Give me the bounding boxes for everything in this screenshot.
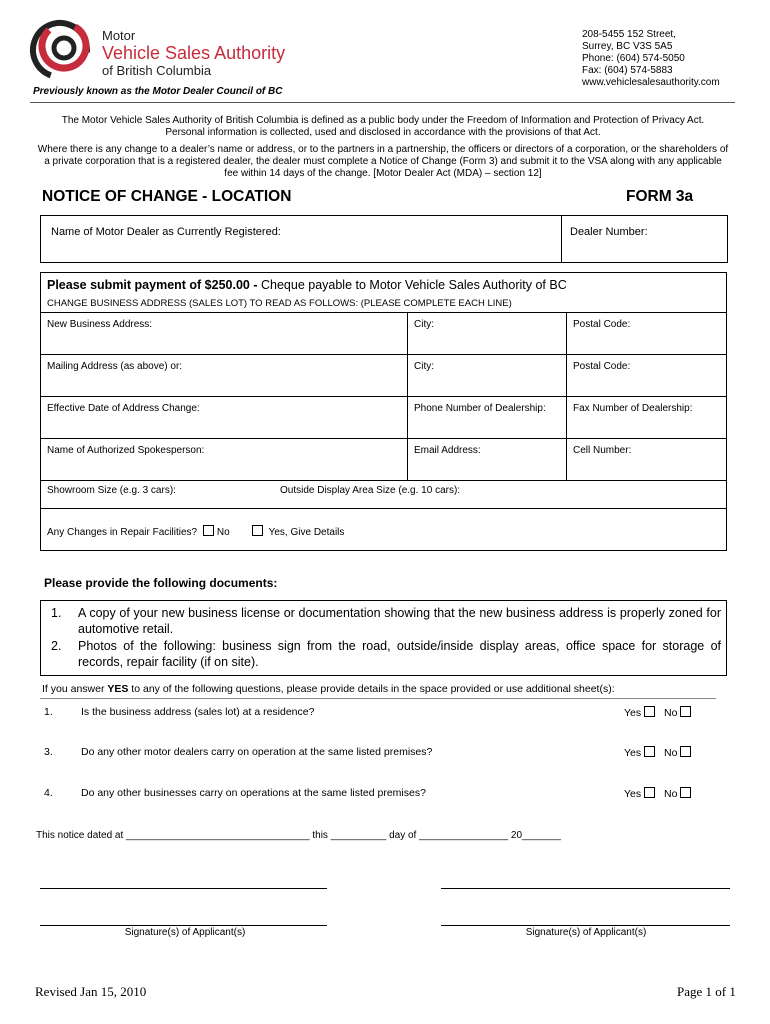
postal1-field[interactable] — [567, 313, 727, 355]
page-number: Page 1 of 1 — [677, 984, 736, 999]
effective-date-label: Effective Date of Address Change: — [47, 403, 200, 414]
no-checkbox[interactable] — [680, 746, 691, 757]
address-phone: Phone: (604) 574-5050 — [582, 53, 685, 64]
document-text: Photos of the following: business sign from the road, outside/inside display areas, office space for storage of records, repair facility (if on site). — [78, 639, 721, 669]
repair-no-checkbox[interactable] — [203, 525, 214, 536]
previously-known: Previously known as the Motor Dealer Council of BC — [33, 86, 283, 97]
repair-no-label: No — [216, 527, 230, 538]
yes-no-options — [624, 787, 694, 800]
no-checkbox[interactable] — [680, 706, 691, 717]
change-line-1: Where there is any change to a dealer’s name or address, or to the partners in a partnership, the officers or directors of a corporation, or the shareholders of — [37, 144, 729, 155]
intro-post: to any of the following questions, please provide details in the space provided or use additional sheet(s): — [128, 683, 615, 695]
document-item — [51, 638, 721, 670]
intro-yes: YES — [107, 683, 129, 695]
new-address-label: New Business Address: — [47, 319, 153, 330]
effective-date-field[interactable] — [41, 397, 408, 439]
dealer-number-label: Dealer Number: — [570, 226, 648, 238]
signature-line-left-2[interactable] — [40, 925, 327, 926]
yes-checkbox[interactable] — [644, 706, 655, 717]
repair-yes-option — [249, 525, 344, 538]
intro-pre: If you answer — [42, 683, 108, 695]
privacy-line-1: The Motor Vehicle Sales Authority of British Columbia is defined as a public body under the Freedom of Information and Protection of Privacy Act. — [61, 115, 705, 126]
question-number: 4. — [44, 787, 53, 799]
payment-payee: Cheque payable to Motor Vehicle Sales Authority of BC — [257, 278, 567, 292]
org-name — [102, 29, 285, 77]
city2-field[interactable] — [408, 355, 567, 397]
dealer-number-field[interactable] — [562, 216, 728, 263]
document-number: 2. — [51, 639, 62, 653]
phone-field[interactable] — [408, 397, 567, 439]
documents-heading: Please provide the following documents: — [44, 576, 278, 590]
yes-no-options — [624, 706, 694, 719]
city1-label: City: — [414, 319, 434, 330]
org-address — [582, 29, 720, 89]
city2-label: City: — [414, 361, 434, 372]
yes-label: Yes — [624, 747, 642, 759]
no-label: No — [663, 707, 678, 719]
cell-field[interactable] — [567, 439, 727, 481]
revised-date: Revised Jan 15, 2010 — [35, 984, 147, 999]
yes-label: Yes — [624, 707, 642, 719]
questions-intro — [42, 683, 615, 695]
form-title: NOTICE OF CHANGE - LOCATION — [42, 188, 292, 205]
signature-line-right-1[interactable] — [441, 888, 730, 889]
documents-list — [40, 600, 727, 676]
yes-no-options — [624, 746, 694, 759]
address-grid — [40, 312, 727, 481]
payment-amount: Please submit payment of $250.00 - — [47, 278, 258, 292]
question-number: 3. — [44, 746, 53, 758]
mailing-label: Mailing Address (as above) or: — [47, 361, 183, 372]
phone-label: Phone Number of Dealership: — [414, 403, 546, 414]
address-street: 208-5455 152 Street, — [582, 29, 676, 40]
questions-divider — [40, 698, 716, 699]
repair-label: Any Changes in Repair Facilities? — [47, 527, 198, 538]
change-instruction: CHANGE BUSINESS ADDRESS (SALES LOT) TO READ AS FOLLOWS: (PLEASE COMPLETE EACH LINE) — [47, 298, 512, 309]
email-label: Email Address: — [414, 445, 481, 456]
postal1-label: Postal Code: — [573, 319, 631, 330]
outside-display-label: Outside Display Area Size (e.g. 10 cars): — [280, 485, 461, 496]
address-website[interactable]: www.vehiclesalesauthority.com — [582, 77, 720, 88]
yes-label: Yes — [624, 788, 642, 800]
signature-line-right-2[interactable] — [441, 925, 730, 926]
document-text: A copy of your new business license or documentation showing that the new business address is properly zoned for automotive retail. — [78, 606, 721, 636]
postal2-field[interactable] — [567, 355, 727, 397]
dealer-name-label: Name of Motor Dealer as Currently Registered: — [51, 226, 281, 238]
dealer-name-field[interactable] — [41, 216, 562, 263]
signature-label-left: Signature(s) of Applicant(s) — [124, 927, 246, 938]
no-label: No — [663, 788, 678, 800]
form-number: FORM 3a — [626, 188, 694, 205]
no-label: No — [663, 747, 678, 759]
repair-yes-checkbox[interactable] — [252, 525, 263, 536]
postal2-label: Postal Code: — [573, 361, 631, 372]
city1-field[interactable] — [408, 313, 567, 355]
new-address-field[interactable] — [41, 313, 408, 355]
signature-label-right: Signature(s) of Applicant(s) — [525, 927, 647, 938]
vsa-logo-icon — [28, 18, 98, 82]
change-notice — [30, 144, 736, 180]
header-divider — [30, 102, 735, 103]
spokesperson-label: Name of Authorized Spokesperson: — [47, 445, 205, 456]
mailing-address-field[interactable] — [41, 355, 408, 397]
address-fax: Fax: (604) 574-5883 — [582, 65, 673, 76]
email-field[interactable] — [408, 439, 567, 481]
org-line2: Vehicle Sales Authority — [102, 43, 286, 63]
privacy-notice — [30, 115, 736, 139]
dealer-table — [40, 215, 728, 263]
showroom-divider — [40, 508, 727, 509]
spokesperson-field[interactable] — [41, 439, 408, 481]
change-line-3: fee within 14 days of the change. [Motor Dealer Act (MDA) – section 12] — [224, 168, 542, 179]
change-line-2: a private corporation that is a registered dealer, the dealer must complete a Notice of Change (Form 3) and submit it to the VSA along with any applicable — [44, 156, 722, 167]
privacy-line-2: Personal information is collected, used and disclosed in accordance with the provisions of that Act. — [165, 127, 601, 138]
no-checkbox[interactable] — [680, 787, 691, 798]
org-line3: of British Columbia — [102, 63, 212, 78]
showroom-label: Showroom Size (e.g. 3 cars): — [47, 485, 176, 496]
repair-yes-label: Yes, Give Details — [268, 527, 345, 538]
repair-question — [47, 525, 230, 538]
document-item — [51, 605, 721, 637]
yes-checkbox[interactable] — [644, 787, 655, 798]
signature-line-left-1[interactable] — [40, 888, 327, 889]
question-number: 1. — [44, 706, 53, 718]
fax-field[interactable] — [567, 397, 727, 439]
question-text: Do any other motor dealers carry on operation at the same listed premises? — [81, 746, 433, 758]
document-number: 1. — [51, 606, 62, 620]
yes-checkbox[interactable] — [644, 746, 655, 757]
notice-dated-line[interactable]: This notice dated at _________________________________ this __________ day of ________________ 20_______ — [36, 830, 561, 841]
org-line1: Motor — [102, 28, 136, 43]
payment-line — [47, 278, 567, 292]
question-text: Do any other businesses carry on operations at the same listed premises? — [81, 787, 426, 799]
fax-label: Fax Number of Dealership: — [573, 403, 693, 414]
address-city: Surrey, BC V3S 5A5 — [582, 41, 673, 52]
cell-label: Cell Number: — [573, 445, 632, 456]
question-text: Is the business address (sales lot) at a residence? — [81, 706, 315, 718]
